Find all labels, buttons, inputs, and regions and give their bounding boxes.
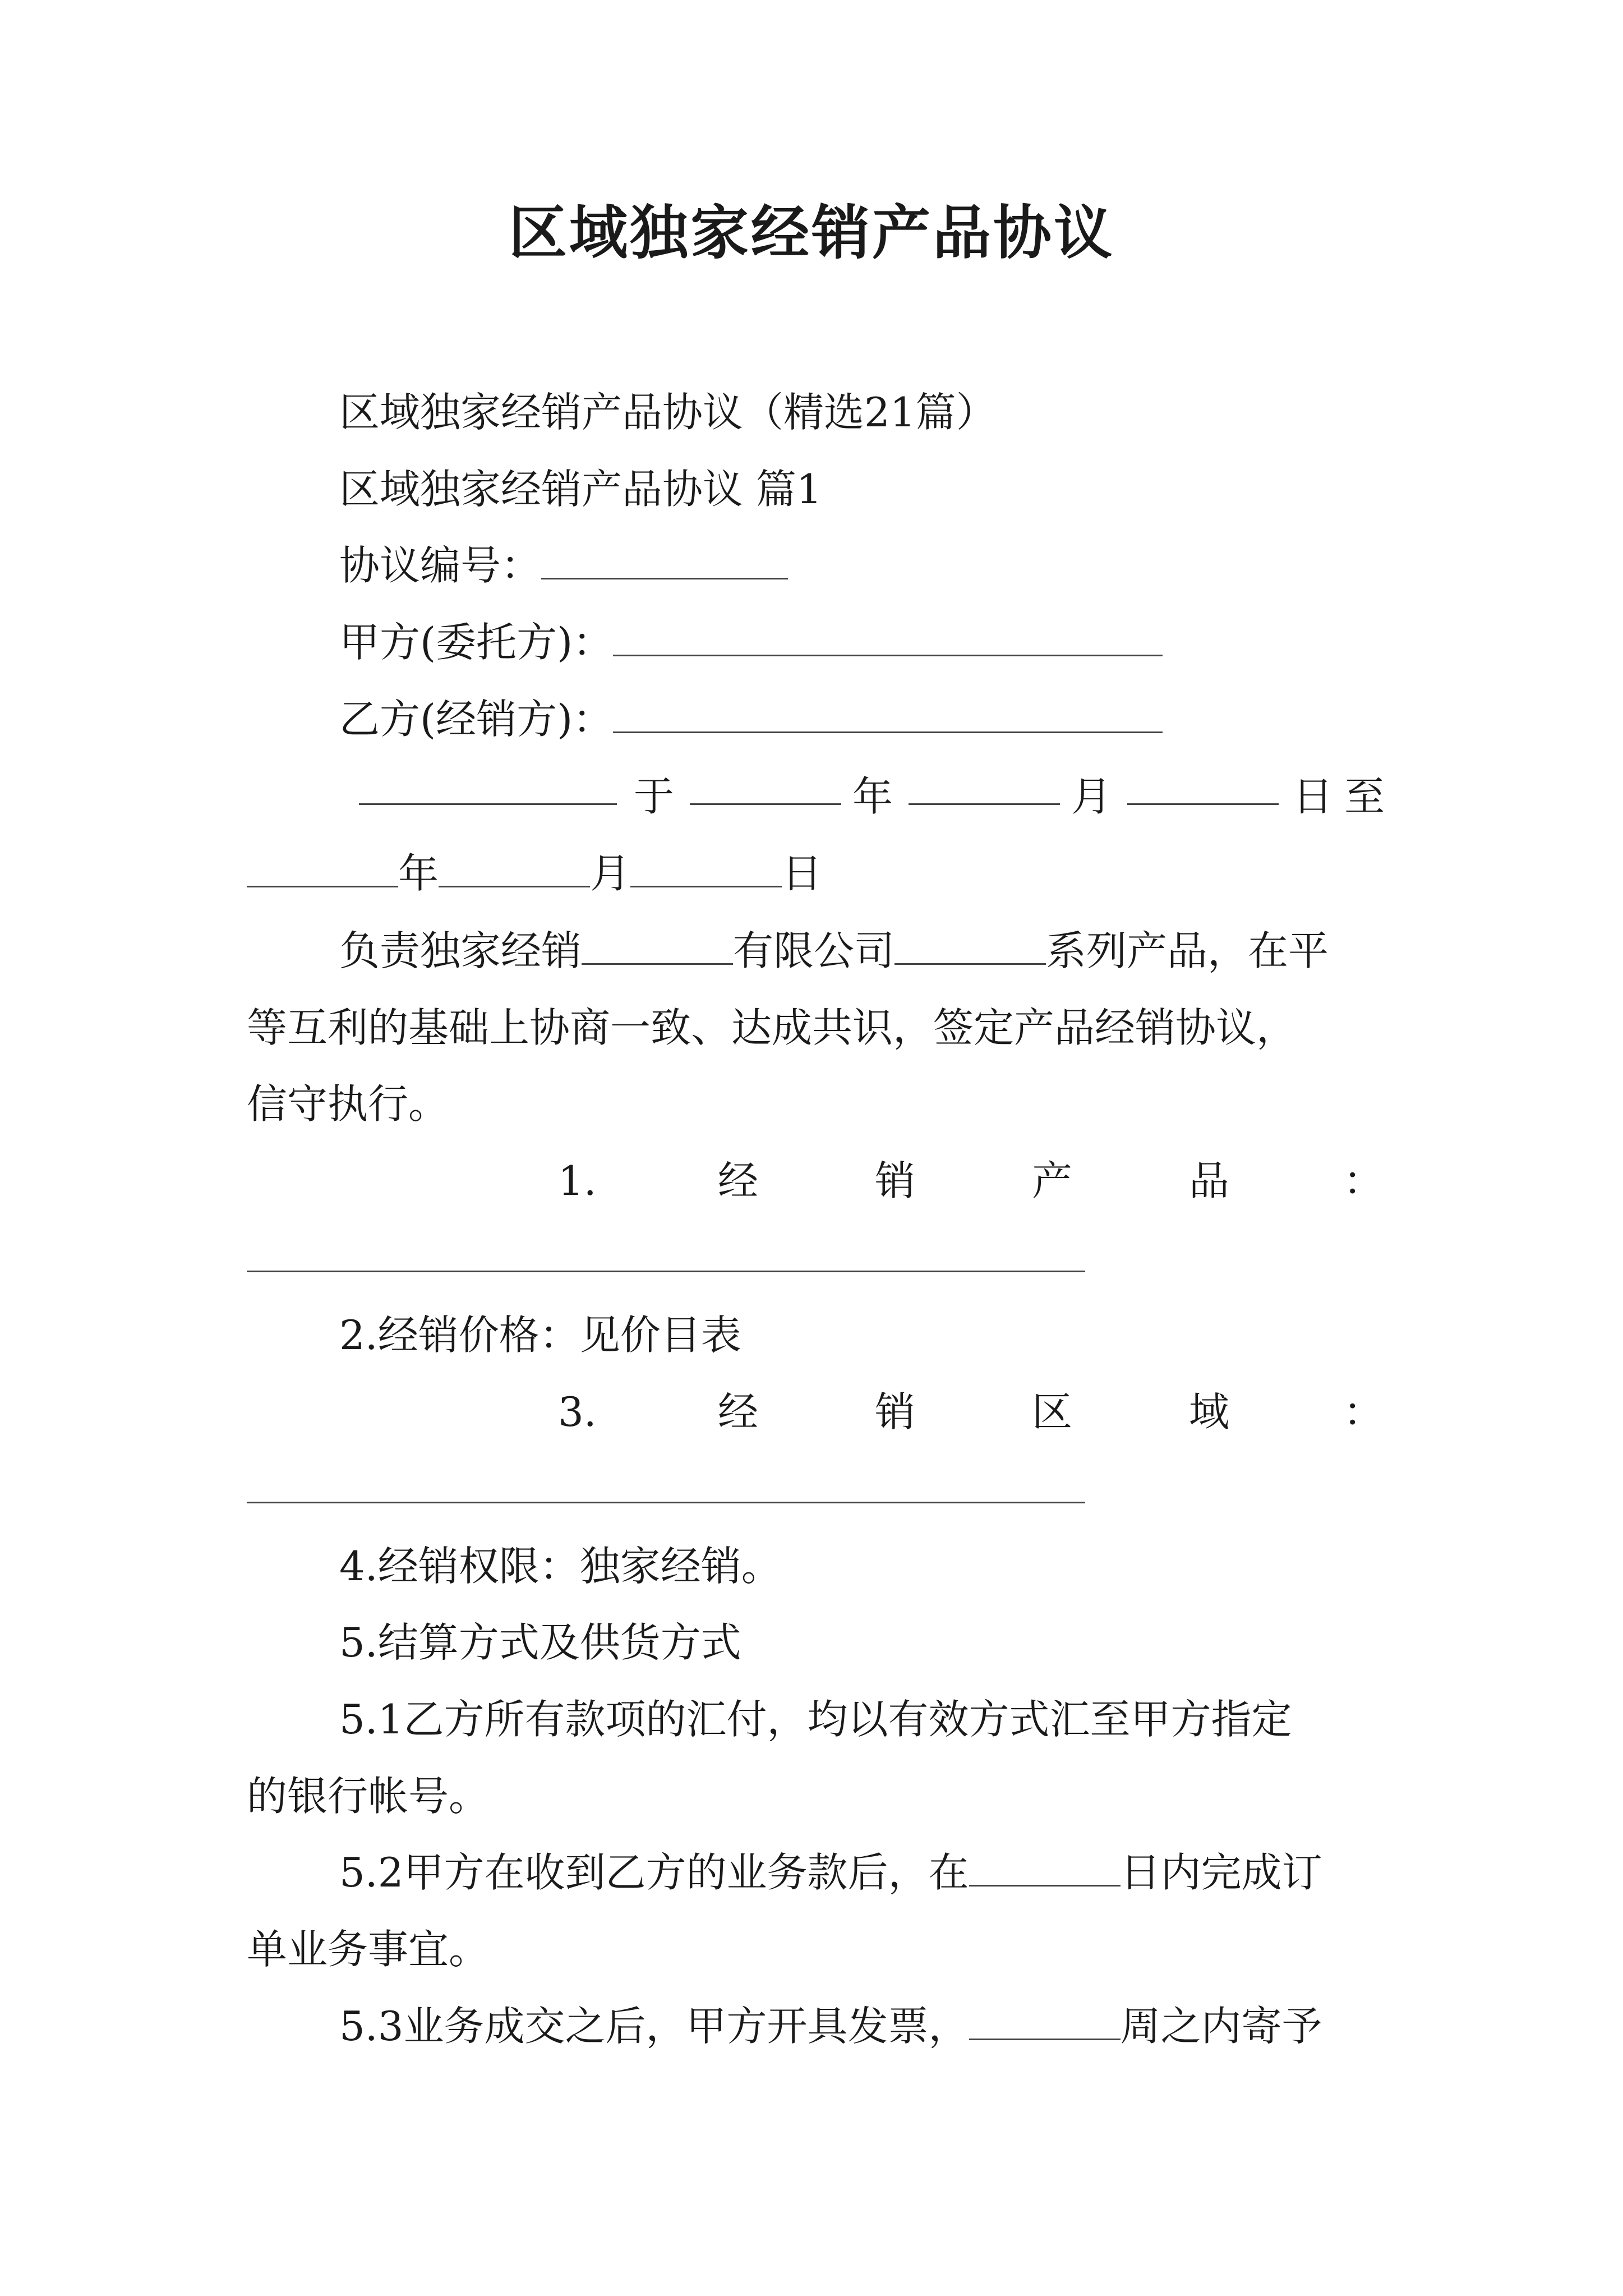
item-5-2-part-1: 5.2甲方在收到乙方的业务款后，在 xyxy=(339,1849,969,1896)
item-4: 4.经销权限：独家经销。 xyxy=(339,1543,782,1590)
item-1-number: 1. xyxy=(558,1157,597,1204)
item-1-char-4: 品 xyxy=(1189,1157,1230,1204)
date-party-blank xyxy=(359,769,617,805)
party-a-label: 甲方(委托方)： xyxy=(339,619,614,666)
intro-line-1 xyxy=(339,923,1329,979)
start-day-to-text: 日至 xyxy=(1293,773,1396,820)
subtitle: 区域独家经销产品协议（精选21篇） xyxy=(339,389,997,436)
item-5-2-line-1 xyxy=(339,1844,1322,1901)
item-3-colon: ： xyxy=(1343,1388,1384,1435)
end-month-text: 月 xyxy=(590,850,631,897)
start-month-blank xyxy=(909,769,1060,805)
item-5-2-part-2: 日内完成订 xyxy=(1120,1849,1322,1896)
party-a-row xyxy=(339,614,1163,670)
item-3-char-2: 销 xyxy=(875,1388,916,1435)
agreement-number-row xyxy=(339,537,788,593)
intro-line-2: 等互利的基础上协商一致、达成共识，签定产品经销协议， xyxy=(247,1004,1297,1051)
date-line-2 xyxy=(247,845,822,901)
item-3-char-3: 区 xyxy=(1032,1388,1073,1435)
section-heading: 区域独家经销产品协议 篇1 xyxy=(339,466,822,513)
item-1-char-2: 销 xyxy=(875,1157,916,1204)
item-3-char-4: 域 xyxy=(1189,1388,1230,1435)
end-year-blank xyxy=(247,851,398,887)
start-day-blank xyxy=(1127,769,1279,805)
item-1-blank xyxy=(247,1271,1085,1272)
party-b-blank xyxy=(613,697,1163,733)
document-title: 区域独家经销产品协议 xyxy=(508,198,1114,267)
end-day-text: 日 xyxy=(782,850,823,897)
item-2: 2.经销价格：见价目表 xyxy=(339,1312,741,1359)
start-year-text: 年 xyxy=(852,773,893,820)
start-year-blank xyxy=(690,769,841,805)
item-5-1-line-1: 5.1乙方所有款项的汇付，均以有效方式汇至甲方指定 xyxy=(339,1696,1292,1743)
company-blank xyxy=(582,928,733,965)
item-3-blank xyxy=(247,1502,1085,1503)
item-5: 5.结算方式及供货方式 xyxy=(339,1619,741,1666)
party-a-blank xyxy=(613,620,1163,656)
end-month-blank xyxy=(439,851,590,887)
item-5-3-part-2: 周之内寄予 xyxy=(1120,2003,1322,2050)
item-5-3-part-1: 5.3业务成交之后，甲方开具发票， xyxy=(339,2003,969,2050)
start-month-text: 月 xyxy=(1071,773,1112,820)
party-b-label: 乙方(经销方)： xyxy=(339,696,614,743)
item-1-char-3: 产 xyxy=(1032,1157,1073,1204)
product-series-blank xyxy=(895,928,1046,965)
item-3-number: 3. xyxy=(558,1388,597,1435)
intro-line-3: 信守执行。 xyxy=(247,1080,449,1128)
item-5-3-weeks-blank xyxy=(969,2004,1121,2040)
item-1-colon: ： xyxy=(1343,1157,1384,1204)
intro-part-3: 系列产品，在平 xyxy=(1046,927,1329,974)
item-3-row xyxy=(0,1384,1623,1440)
item-1-row xyxy=(0,1153,1623,1209)
item-5-1-line-2: 的银行帐号。 xyxy=(247,1773,490,1820)
agreement-number-label: 协议编号： xyxy=(339,542,542,589)
intro-part-1: 负责独家经销 xyxy=(339,927,582,974)
date-line-1 xyxy=(0,769,1623,825)
end-day-blank xyxy=(630,851,782,887)
end-year-text: 年 xyxy=(398,850,439,897)
item-5-2-days-blank xyxy=(969,1850,1121,1887)
item-5-3-line-1 xyxy=(339,1998,1322,2054)
date-yu-text: 于 xyxy=(634,773,675,820)
item-5-2-line-2: 单业务事宜。 xyxy=(247,1926,490,1973)
agreement-number-blank xyxy=(541,543,788,579)
item-3-char-1: 经 xyxy=(718,1388,759,1435)
intro-part-2: 有限公司 xyxy=(733,927,895,974)
item-1-char-1: 经 xyxy=(718,1157,759,1204)
party-b-row xyxy=(339,691,1163,747)
